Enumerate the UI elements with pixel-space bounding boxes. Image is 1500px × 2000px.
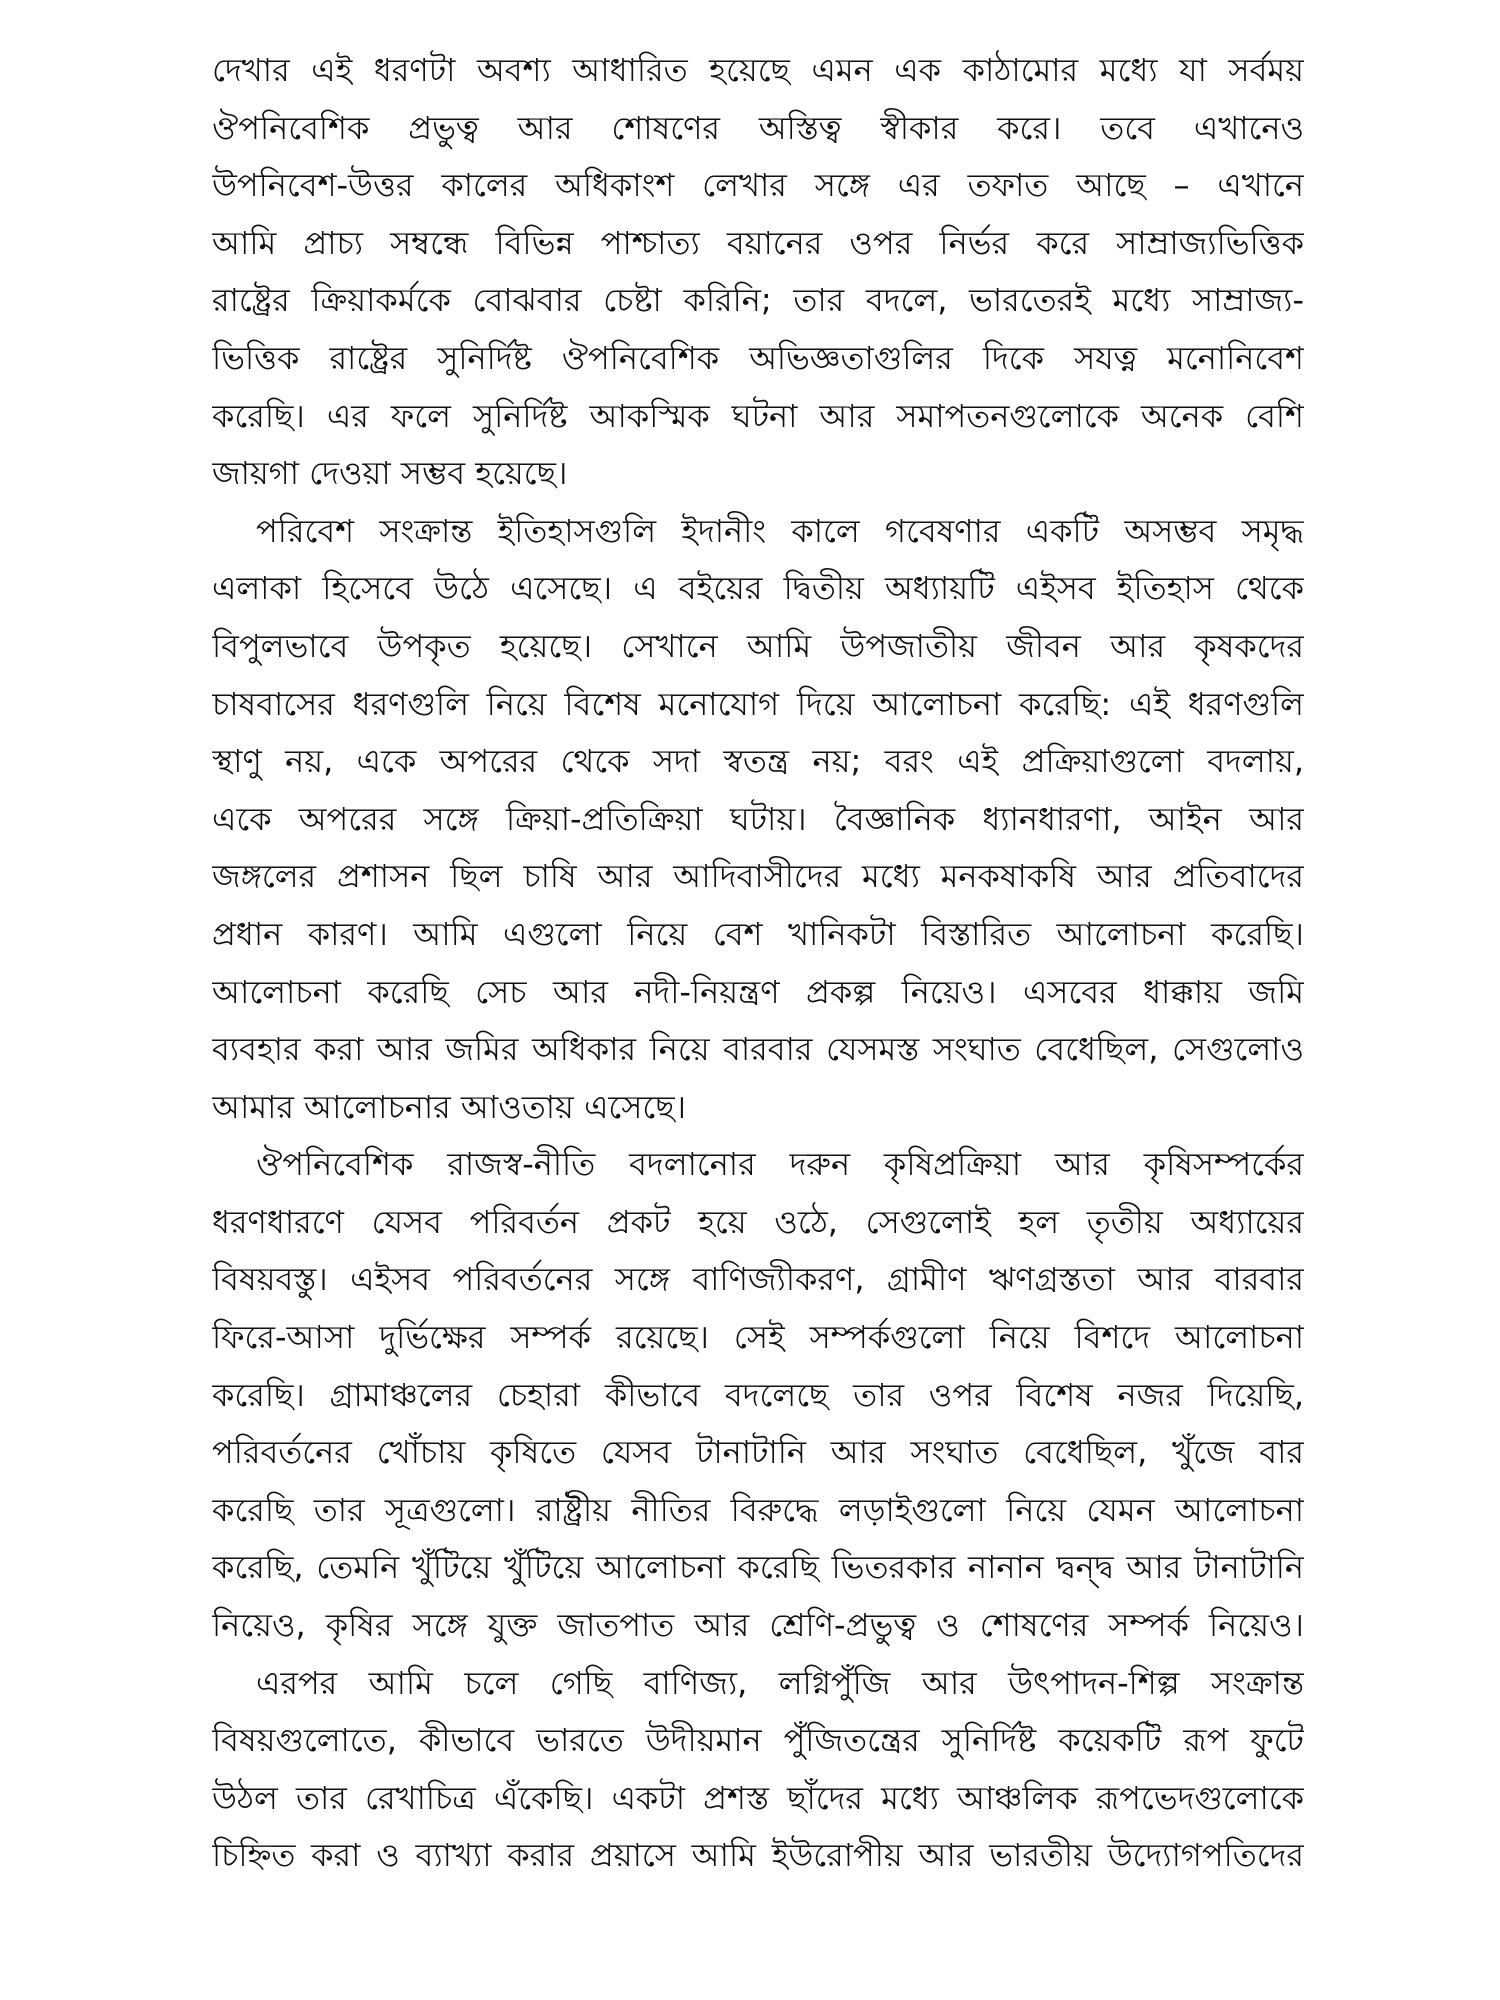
text-line: ব্যবহার করা আর জমির অধিকার নিয়ে বারবার যেসমস্ত সংঘাত বেধেছিল, সেগুলোও — [212, 1030, 1304, 1069]
text-line: বিষয়বস্তু। এইসব পরিবর্তনের সঙ্গে বাণিজ্যীকরণ, গ্রামীণ ঋণগ্রস্ততা আর বারবার — [212, 1260, 1304, 1299]
paragraph-4 — [212, 1655, 1304, 1885]
text-line: বিষয়গুলোতে, কীভাবে ভারতে উদীয়মান পুঁজিতন্ত্রের সুনির্দিষ্ট কয়েকটি রূপ ফুটে — [212, 1721, 1304, 1760]
text-line: ঔপনিবেশিক প্রভুত্ব আর শোষণের অস্তিত্ব স্বীকার করে। তবে এখানেও — [212, 108, 1304, 147]
text-line: ঔপনিবেশিক রাজস্ব-নীতি বদলানোর দরুন কৃষিপ্রক্রিয়া আর কৃষিসম্পর্কের — [256, 1145, 1304, 1184]
text-line: প্রধান কারণ। আমি এগুলো নিয়ে বেশ খানিকটা বিস্তারিত আলোচনা করেছি। — [212, 914, 1304, 953]
text-line: বিপুলভাবে উপকৃত হয়েছে। সেখানে আমি উপজাতীয় জীবন আর কৃষকদের — [212, 626, 1304, 665]
text-line: এরপর আমি চলে গেছি বাণিজ্য, লগ্নিপুঁজি আর উৎপাদন-শিল্প সংক্রান্ত — [256, 1663, 1304, 1702]
text-line: পরিবেশ সংক্রান্ত ইতিহাসগুলি ইদানীং কালে গবেষণার একটি অসম্ভব সমৃদ্ধ — [256, 511, 1304, 550]
paragraph-1 — [212, 42, 1304, 503]
text-line: জায়গা দেওয়া সম্ভব হয়েছে। — [212, 454, 568, 493]
text-line: আলোচনা করেছি সেচ আর নদী-নিয়ন্ত্রণ প্রকল্প নিয়েও। এসবের ধাক্কায় জমি — [212, 972, 1304, 1011]
text-line: চিহ্নিত করা ও ব্যাখ্যা করার প্রয়াসে আমি ইউরোপীয় আর ভারতীয় উদ্যোগপতিদের — [212, 1836, 1304, 1875]
paragraph-2 — [212, 503, 1304, 1137]
text-line: করেছি। এর ফলে সুনির্দিষ্ট আকস্মিক ঘটনা আর সমাপতনগুলোকে অনেক বেশি — [212, 396, 1304, 435]
text-line: জঙ্গলের প্রশাসন ছিল চাষি আর আদিবাসীদের মধ্যে মনকষাকষি আর প্রতিবাদের — [212, 857, 1304, 896]
text-line: চাষবাসের ধরণগুলি নিয়ে বিশেষ মনোযোগ দিয়ে আলোচনা করেছি: এই ধরণগুলি — [212, 684, 1304, 723]
text-line: আমি প্রাচ্য সম্বন্ধে বিভিন্ন পাশ্চাত্য বয়ানের ওপর নির্ভর করে সাম্রাজ্যভিত্তিক — [212, 223, 1304, 262]
body-text — [212, 42, 1304, 1885]
text-line: ভিত্তিক রাষ্ট্রের সুনির্দিষ্ট ঔপনিবেশিক অভিজ্ঞতাগুলির দিকে সযত্ন মনোনিবেশ — [212, 338, 1304, 377]
text-line: স্থাণু নয়, একে অপরের থেকে সদা স্বতন্ত্র নয়; বরং এই প্রক্রিয়াগুলো বদলায়, — [212, 742, 1304, 781]
text-line: রাষ্ট্রের ক্রিয়াকর্মকে বোঝবার চেষ্টা করিনি; তার বদলে, ভারতেরই মধ্যে সাম্রাজ্য- — [212, 281, 1304, 320]
text-line: এলাকা হিসেবে উঠে এসেছে। এ বইয়ের দ্বিতীয় অধ্যায়টি এইসব ইতিহাস থেকে — [212, 569, 1304, 608]
text-line: দেখার এই ধরণটা অবশ্য আধারিত হয়েছে এমন এক কাঠামোর মধ্যে যা সর্বময় — [212, 51, 1304, 89]
text-line: নিয়েও, কৃষির সঙ্গে যুক্ত জাতপাত আর শ্রেণি-প্রভুত্ব ও শোষণের সম্পর্ক নিয়েও। — [212, 1606, 1304, 1645]
text-line: করেছি, তেমনি খুঁটিয়ে খুঁটিয়ে আলোচনা করেছি ভিতরকার নানান দ্বন্দ্ব আর টানাটানি — [212, 1548, 1304, 1587]
text-line: উঠল তার রেখাচিত্র এঁকেছি। একটা প্রশস্ত ছাঁদের মধ্যে আঞ্চলিক রূপভেদগুলোকে — [212, 1778, 1304, 1817]
text-line: একে অপরের সঙ্গে ক্রিয়া-প্রতিক্রিয়া ঘটায়। বৈজ্ঞানিক ধ্যানধারণা, আইন আর — [212, 799, 1304, 838]
text-line: করেছি। গ্রামাঞ্চলের চেহারা কীভাবে বদলেছে তার ওপর বিশেষ নজর দিয়েছি, — [212, 1375, 1304, 1414]
text-line: আমার আলোচনার আওতায় এসেছে। — [212, 1087, 687, 1126]
paragraph-3 — [212, 1136, 1304, 1654]
text-line: উপনিবেশ-উত্তর কালের অধিকাংশ লেখার সঙ্গে এর তফাত আছে – এখানে — [212, 166, 1304, 205]
text-line: করেছি তার সূত্রগুলো। রাষ্ট্রীয় নীতির বিরুদ্ধে লড়াইগুলো নিয়ে যেমন আলোচনা — [212, 1490, 1304, 1529]
text-line: পরিবর্তনের খোঁচায় কৃষিতে যেসব টানাটানি আর সংঘাত বেধেছিল, খুঁজে বার — [212, 1433, 1304, 1472]
text-line: ধরণধারণে যেসব পরিবর্তন প্রকট হয়ে ওঠে, সেগুলোই হল তৃতীয় অধ্যায়ের — [212, 1202, 1304, 1241]
text-line: ফিরে-আসা দুর্ভিক্ষের সম্পর্ক রয়েছে। সেই সম্পর্কগুলো নিয়ে বিশদে আলোচনা — [212, 1318, 1304, 1357]
